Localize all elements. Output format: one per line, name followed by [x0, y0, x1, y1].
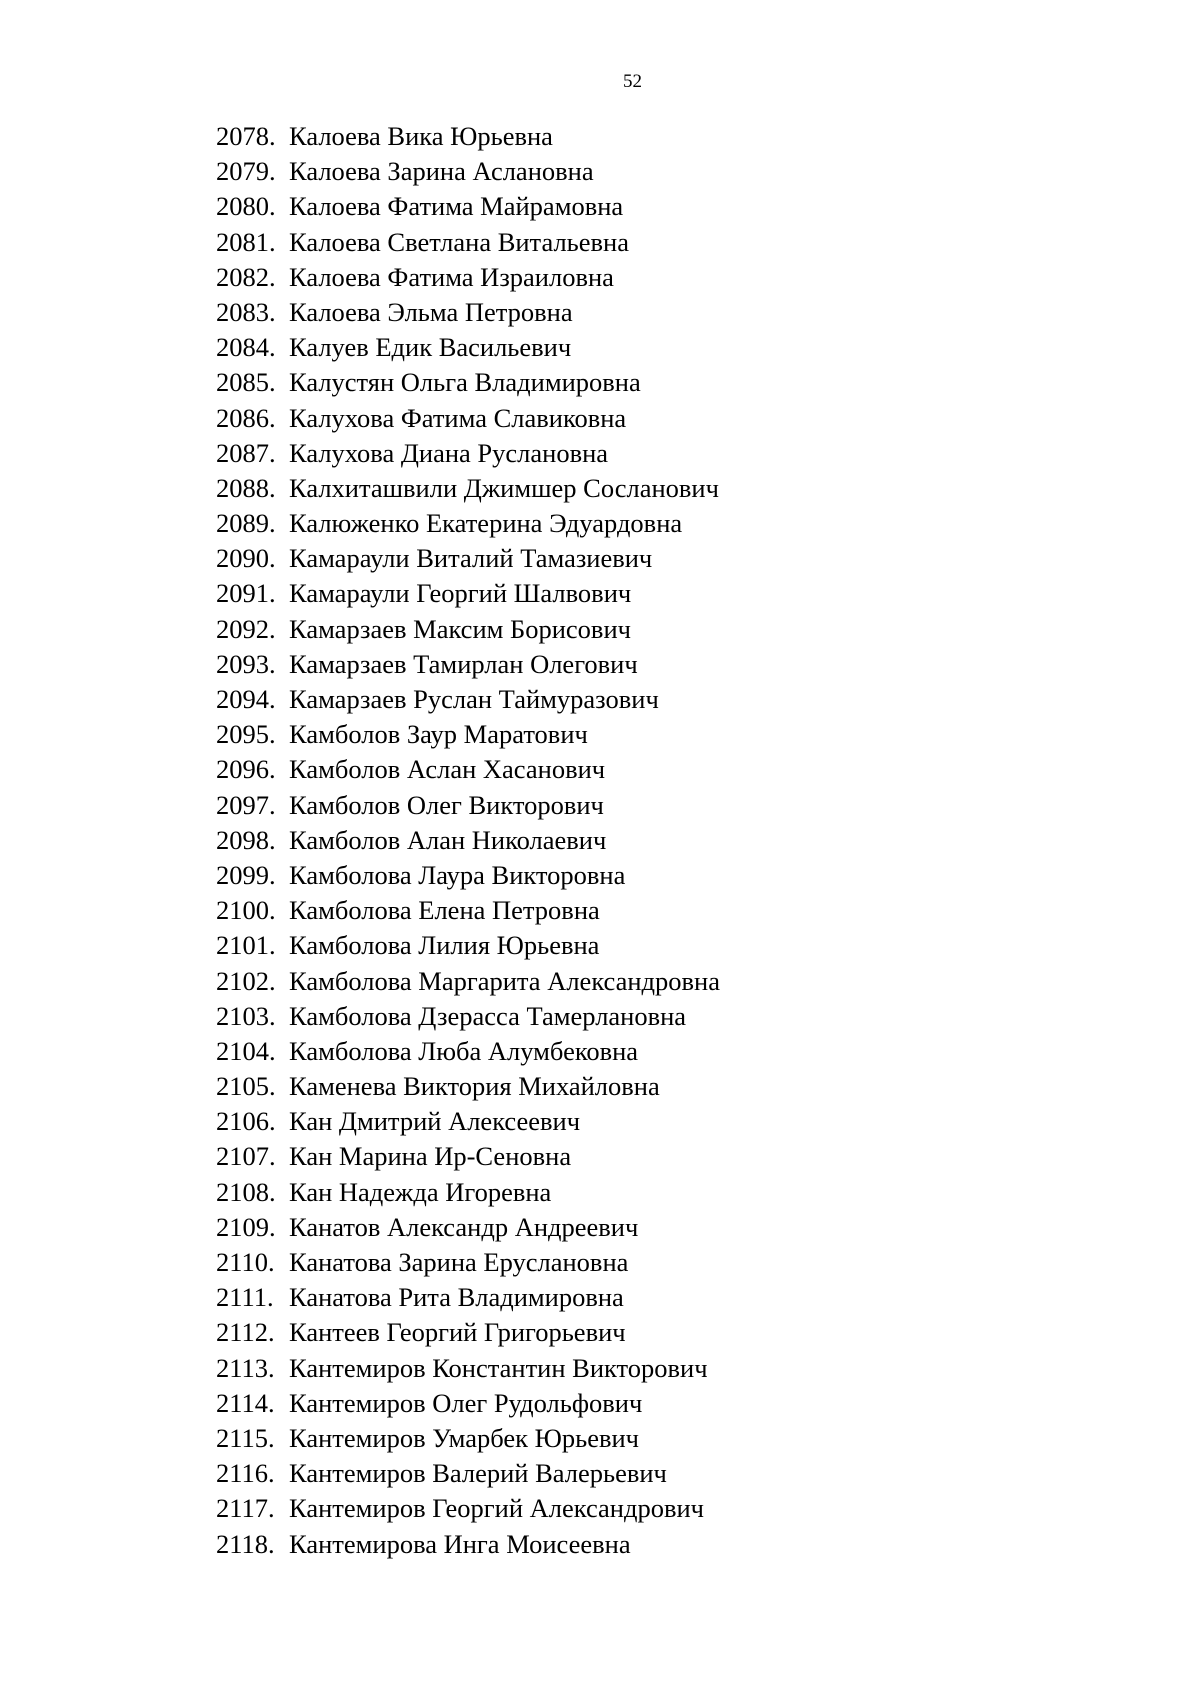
- list-item: [216, 295, 720, 330]
- entry-number: 2091.: [216, 578, 276, 609]
- entry-full-name: Калюженко Екатерина Эдуардовна: [289, 508, 683, 539]
- entry-number: 2094.: [216, 684, 276, 714]
- list-item: [216, 260, 720, 295]
- list-item: [216, 1280, 720, 1315]
- list-item: [216, 576, 720, 611]
- entry-full-name: Камболова Дзерасса Тамерлановна: [289, 1000, 687, 1031]
- entry-full-name: Кантемиров Валерий Валерьевич: [289, 1458, 667, 1489]
- entry-number: 2084.: [216, 332, 276, 363]
- entry-full-name: Камболов Олег Викторович: [289, 789, 604, 820]
- entry-number: 2097.: [216, 789, 276, 820]
- entry-number: 2118.: [216, 1528, 275, 1559]
- entry-number: 2088.: [216, 472, 276, 503]
- list-item: [216, 1245, 720, 1280]
- entry-number: 2083.: [216, 296, 276, 327]
- entry-number: 2112.: [216, 1317, 275, 1348]
- list-item: [216, 717, 720, 752]
- list-item: [216, 119, 720, 154]
- entry-full-name: Канатов Александр Андреевич: [289, 1211, 639, 1242]
- entry-number: 2109.: [216, 1211, 276, 1242]
- entry-number: 2089.: [216, 508, 276, 539]
- entry-number: 2107.: [216, 1141, 276, 1172]
- entry-full-name: Калоева Фатима Израиловна: [289, 261, 614, 292]
- list-item: [216, 964, 720, 999]
- list-item: [216, 1421, 720, 1456]
- list-item: [216, 999, 720, 1034]
- entry-number: 2082.: [216, 261, 276, 292]
- list-item: [216, 471, 720, 506]
- entry-number: 2102.: [216, 965, 276, 996]
- entry-full-name: Кантемиров Константин Викторович: [289, 1352, 708, 1383]
- entry-full-name: Кантеев Георгий Григорьевич: [289, 1317, 626, 1348]
- entry-number: 2117.: [216, 1493, 275, 1524]
- entry-number: 2085.: [216, 367, 276, 398]
- entry-full-name: Калухова Фатима Славиковна: [289, 402, 627, 433]
- list-item: [216, 506, 720, 541]
- entry-full-name: Кантемиров Умарбек Юрьевич: [289, 1422, 639, 1453]
- entry-full-name: Камарзаев Руслан Таймуразович: [289, 684, 659, 714]
- list-item: [216, 893, 720, 928]
- list-item: [216, 788, 720, 823]
- entry-number: 2110.: [216, 1247, 275, 1277]
- list-item: [216, 330, 720, 365]
- entry-number: 2090.: [216, 543, 276, 574]
- entry-number: 2111.: [216, 1282, 274, 1313]
- entry-full-name: Камболов Алан Николаевич: [289, 824, 607, 855]
- entry-number: 2101.: [216, 930, 276, 961]
- list-item: [216, 1069, 720, 1104]
- list-item: [216, 225, 720, 260]
- list-item: [216, 154, 720, 189]
- entry-number: 2104.: [216, 1035, 276, 1066]
- list-item: [216, 436, 720, 471]
- entry-number: 2093.: [216, 648, 276, 679]
- entry-full-name: Камболова Лилия Юрьевна: [289, 930, 600, 961]
- list-item: [216, 1491, 720, 1526]
- entry-full-name: Канатова Рита Владимировна: [289, 1282, 624, 1313]
- entry-full-name: Канатова Зарина Еруслановна: [289, 1247, 629, 1277]
- list-item: [216, 1104, 720, 1139]
- list-item: [216, 1351, 720, 1386]
- entry-number: 2113.: [216, 1352, 275, 1383]
- list-item: [216, 1456, 720, 1491]
- entry-full-name: Камараули Георгий Шалвович: [289, 578, 632, 609]
- entry-full-name: Камболов Аслан Хасанович: [289, 754, 606, 785]
- entry-number: 2103.: [216, 1000, 276, 1031]
- list-item: [216, 1210, 720, 1245]
- entry-number: 2114.: [216, 1387, 275, 1418]
- entry-number: 2100.: [216, 895, 276, 926]
- list-item: [216, 365, 720, 400]
- entry-number: 2092.: [216, 613, 276, 644]
- list-item: [216, 858, 720, 893]
- entry-number: 2078.: [216, 121, 276, 151]
- list-item: [216, 1034, 720, 1069]
- list-item: [216, 1527, 720, 1562]
- entry-full-name: Кантемиров Олег Рудольфович: [289, 1387, 643, 1418]
- entry-number: 2080.: [216, 191, 276, 222]
- entry-number: 2115.: [216, 1422, 275, 1453]
- list-item: [216, 541, 720, 576]
- list-item: [216, 647, 720, 682]
- entry-number: 2099.: [216, 859, 276, 890]
- entry-number: 2098.: [216, 824, 276, 855]
- entry-full-name: Калоева Эльма Петровна: [289, 296, 573, 327]
- entry-number: 2116.: [216, 1458, 275, 1489]
- list-item: [216, 1175, 720, 1210]
- entry-full-name: Камараули Виталий Тамазиевич: [289, 543, 653, 574]
- entry-number: 2081.: [216, 226, 276, 257]
- entry-full-name: Камболов Заур Маратович: [289, 719, 588, 750]
- list-item: [216, 1139, 720, 1174]
- entry-full-name: Калоева Зарина Аслановна: [289, 156, 594, 187]
- entry-full-name: Кан Марина Ир-Сеновна: [289, 1141, 572, 1172]
- list-item: [216, 823, 720, 858]
- entry-full-name: Кантемирова Инга Моисеевна: [289, 1528, 631, 1559]
- entry-full-name: Калоева Светлана Витальевна: [289, 226, 629, 257]
- entry-full-name: Калоева Вика Юрьевна: [289, 121, 553, 151]
- entry-number: 2079.: [216, 156, 276, 187]
- list-item: [216, 189, 720, 224]
- list-item: [216, 928, 720, 963]
- entry-number: 2105.: [216, 1071, 276, 1102]
- entry-full-name: Камарзаев Тамирлан Олегович: [289, 648, 638, 679]
- entry-full-name: Калуев Едик Васильевич: [289, 332, 572, 363]
- entry-full-name: Калустян Ольга Владимировна: [289, 367, 641, 398]
- entry-number: 2086.: [216, 402, 276, 433]
- entry-number: 2087.: [216, 437, 276, 468]
- entry-full-name: Калухова Диана Руслановна: [289, 437, 609, 468]
- list-item: [216, 1315, 720, 1350]
- list-item: [216, 752, 720, 787]
- entry-number: 2095.: [216, 719, 276, 750]
- entry-full-name: Кан Дмитрий Алексеевич: [289, 1106, 581, 1137]
- entry-full-name: Кан Надежда Игоревна: [289, 1176, 552, 1207]
- list-item: [216, 1386, 720, 1421]
- entry-full-name: Камболова Елена Петровна: [289, 895, 600, 926]
- entry-full-name: Камболова Лаура Викторовна: [289, 859, 626, 890]
- entry-number: 2096.: [216, 754, 276, 785]
- page-number: 52: [623, 71, 642, 92]
- entry-full-name: Камболова Маргарита Александровна: [289, 965, 721, 996]
- entry-full-name: Каменева Виктория Михайловна: [289, 1071, 660, 1102]
- list-item: [216, 682, 720, 717]
- entry-full-name: Камболова Люба Алумбековна: [289, 1035, 639, 1066]
- list-item: [216, 612, 720, 647]
- entry-number: 2106.: [216, 1106, 276, 1137]
- entry-full-name: Калхиташвили Джимшер Сосланович: [289, 472, 719, 503]
- entry-full-name: Кантемиров Георгий Александрович: [289, 1493, 704, 1524]
- entry-full-name: Калоева Фатима Майрамовна: [289, 191, 624, 222]
- entry-full-name: Камарзаев Максим Борисович: [289, 613, 631, 644]
- list-item: [216, 401, 720, 436]
- name-list: [216, 119, 720, 1562]
- entry-number: 2108.: [216, 1176, 276, 1207]
